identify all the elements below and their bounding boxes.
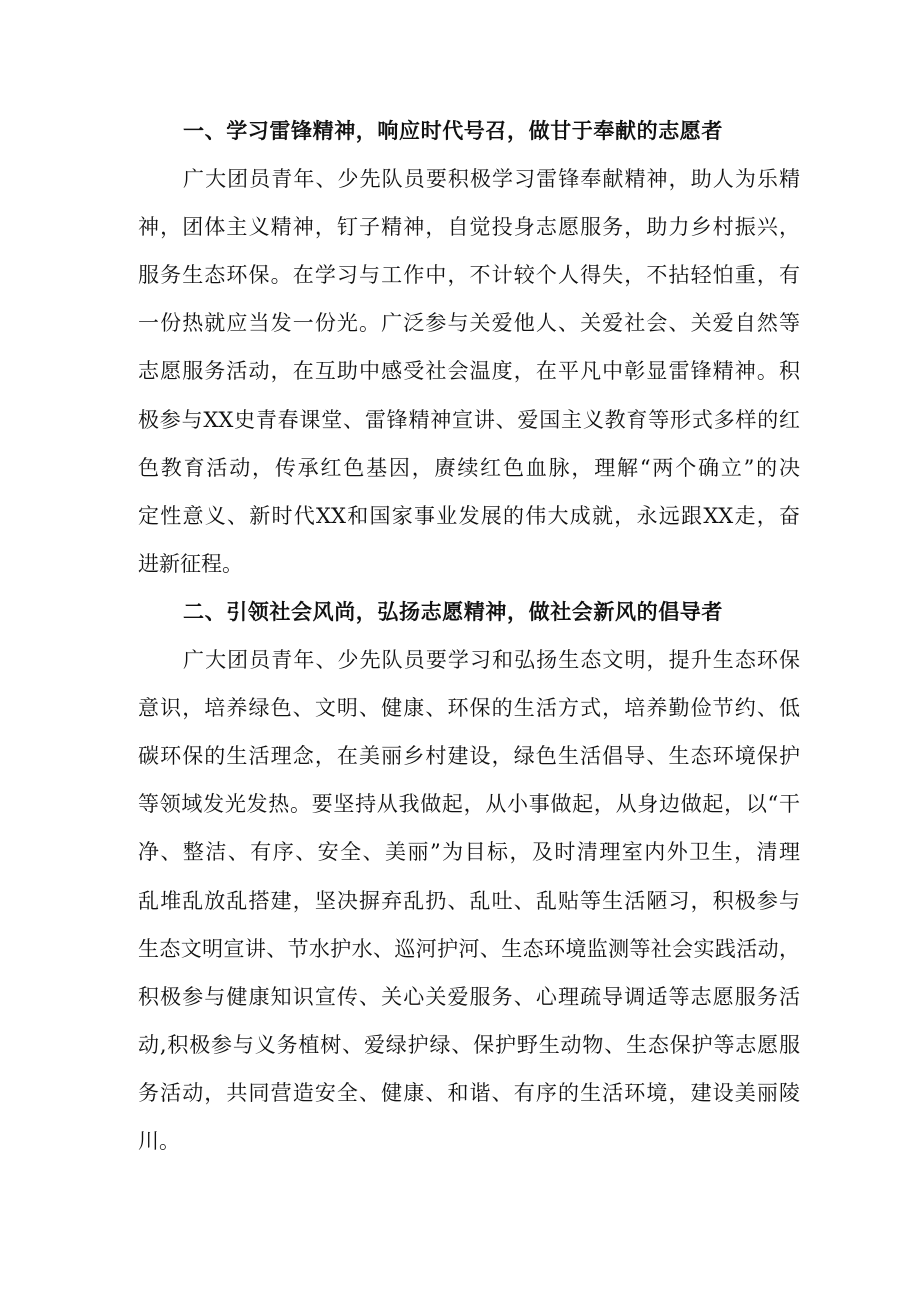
paragraph <box>138 155 800 588</box>
paragraph-line: 进新征程。 <box>138 551 243 576</box>
paragraph-line: 生态文明宣讲、节水护水、巡河护河、生态环境监测等社会实践活动， <box>138 936 800 961</box>
paragraph-line: 积极参与健康知识宣传、关心关爱服务、心理疏导调适等志愿服务活 <box>138 984 800 1009</box>
section-heading: 二、引领社会风尚，弘扬志愿精神，做社会新风的倡导者 <box>183 598 723 624</box>
paragraph-line: 服务生态环保。在学习与工作中，不计较个人得失，不拈轻怕重，有 <box>138 263 800 288</box>
paragraph-line: 志愿服务活动，在互助中感受社会温度，在平凡中彰显雷锋精神。积 <box>138 359 800 384</box>
paragraph-line: 神，团体主义精神，钉子精神，自觉投身志愿服务，助力乡村振兴， <box>138 215 800 240</box>
paragraph-line: 务活动，共同营造安全、健康、和谐、有序的生活环境，建设美丽陵 <box>138 1080 800 1105</box>
paragraph-line: 广大团员青年、少先队员要积极学习雷锋奉献精神，助人为乐精 <box>183 167 800 192</box>
paragraph-line: 等领域发光发热。要坚持从我做起，从小事做起，从身边做起，以“干 <box>138 792 800 817</box>
paragraph-line: 川。 <box>138 1128 180 1153</box>
paragraph-line: 乱堆乱放乱搭建，坚决摒弃乱扔、乱吐、乱贴等生活陋习，积极参与 <box>138 888 800 913</box>
paragraph-line: 广大团员青年、少先队员要学习和弘扬生态文明，提升生态环保 <box>183 648 800 673</box>
paragraph-line: 动,积极参与义务植树、爱绿护绿、保护野生动物、生态保护等志愿服 <box>138 1032 800 1057</box>
paragraph-line: 极参与XX史青春课堂、雷锋精神宣讲、爱国主义教育等形式多样的红 <box>138 407 800 432</box>
paragraph-line: 定性意义、新时代XX和国家事业发展的伟大成就，永远跟XX走，奋 <box>138 503 800 528</box>
section-heading: 一、学习雷锋精神，响应时代号召，做甘于奉献的志愿者 <box>183 118 723 143</box>
paragraph-line: 一份热就应当发一份光。广泛参与关爱他人、关爱社会、关爱自然等 <box>138 311 800 336</box>
paragraph-line: 净、整洁、有序、安全、美丽”为目标，及时清理室内外卫生，清理 <box>138 840 800 865</box>
paragraph-line: 碳环保的生活理念，在美丽乡村建设，绿色生活倡导、生态环境保护 <box>138 744 800 769</box>
paragraph-line: 意识，培养绿色、文明、健康、环保的生活方式，培养勤俭节约、低 <box>138 696 800 721</box>
document-page <box>138 107 800 1165</box>
paragraph <box>138 636 800 1165</box>
paragraph-line: 色教育活动，传承红色基因，赓续红色血脉，理解“两个确立”的决 <box>138 455 800 480</box>
